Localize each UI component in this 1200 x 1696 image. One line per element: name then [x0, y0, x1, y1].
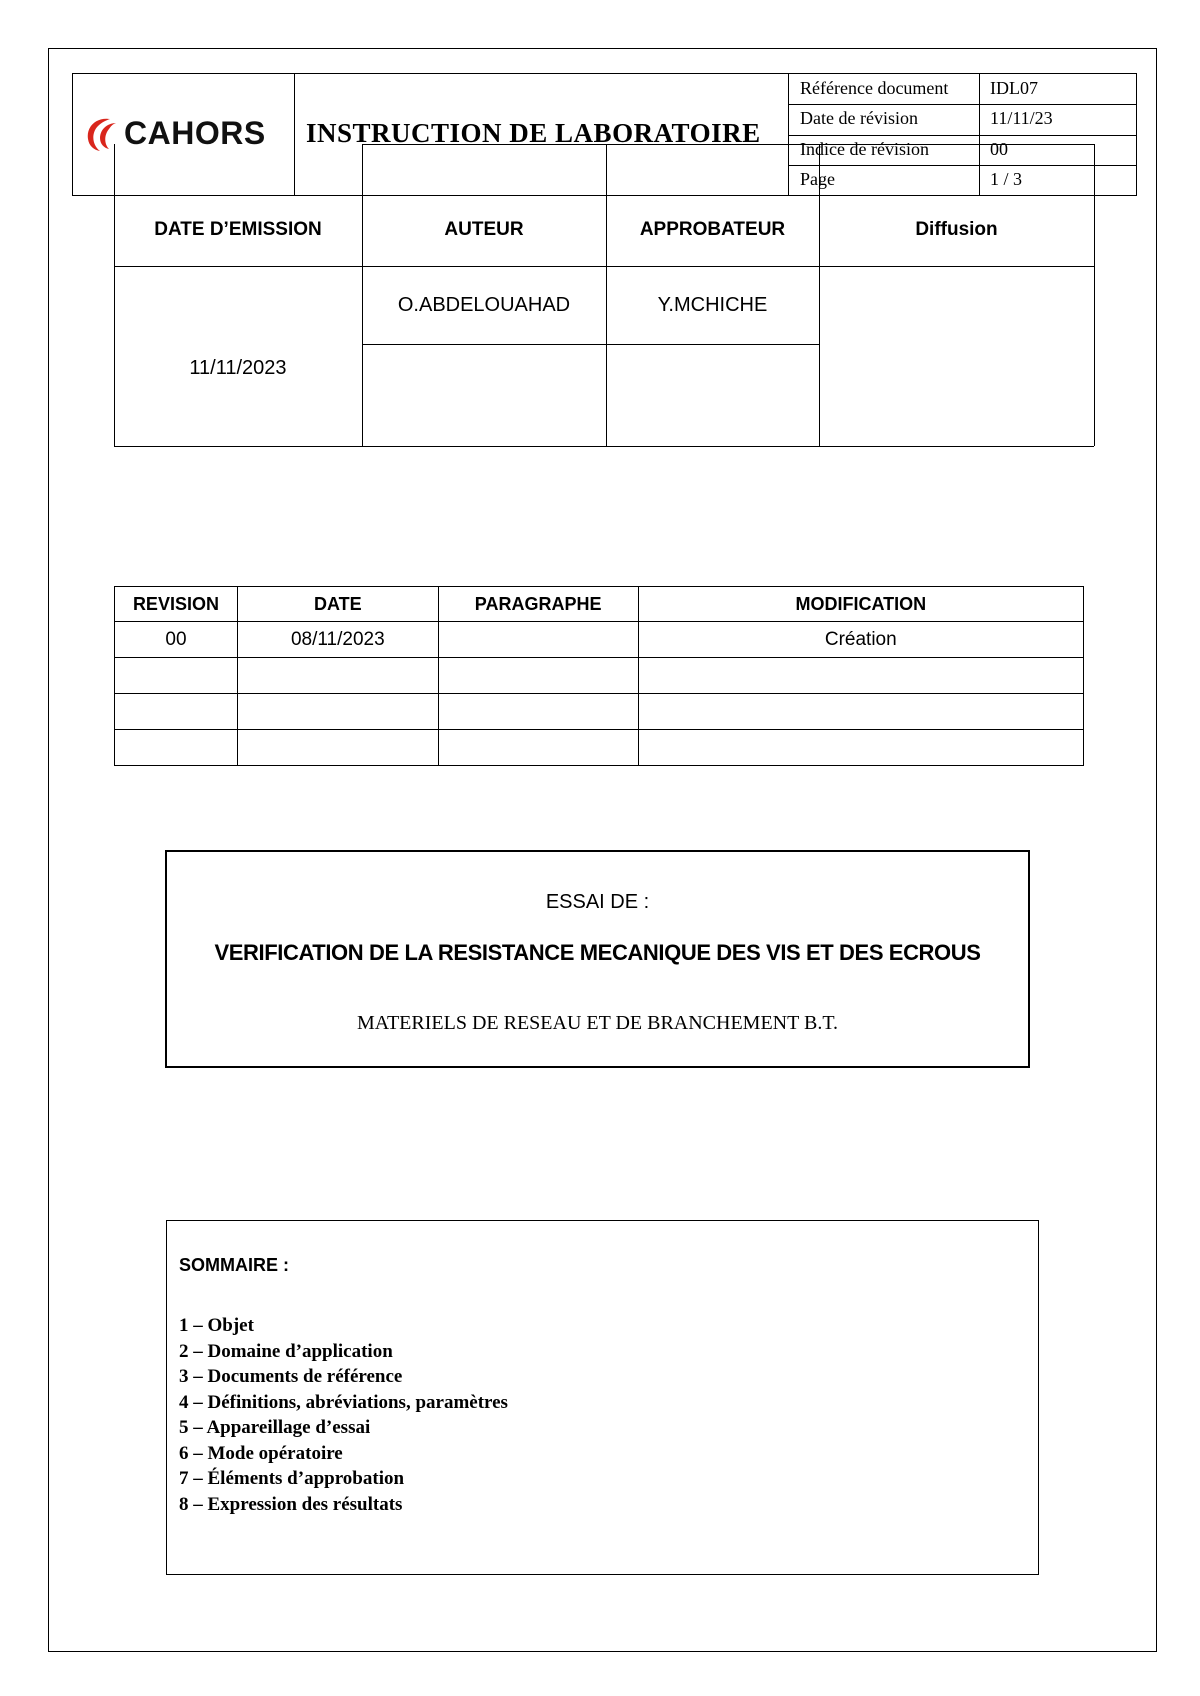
paragraph-cell: [438, 658, 638, 694]
summary-list: [179, 1313, 508, 1517]
logo-text: CAHORS: [124, 114, 266, 151]
modification-cell: [638, 730, 1083, 766]
revision-cell: [115, 730, 238, 766]
approval-header-date: DATE D’EMISSION: [154, 219, 322, 240]
approval-header-diffusion: Diffusion: [915, 219, 998, 240]
list-item: 4 – Définitions, abréviations, paramètres: [179, 1391, 508, 1413]
ref-label-document: Référence document: [800, 78, 949, 98]
ref-value-revision-index: 00: [990, 139, 1008, 159]
table-row: [115, 730, 1084, 766]
list-item: 5 – Appareillage d’essai: [179, 1417, 371, 1438]
table-row: [115, 694, 1084, 730]
list-item: 3 – Documents de référence: [179, 1366, 403, 1387]
approval-header-author: AUTEUR: [444, 219, 524, 240]
revision-cell: [115, 658, 238, 694]
modification-col-header: MODIFICATION: [638, 587, 1083, 622]
paragraph-cell: [438, 694, 638, 730]
paragraph-cell: [438, 730, 638, 766]
ref-label-revision-date: Date de révision: [800, 108, 918, 128]
approval-author: O.ABDELOUAHAD: [397, 294, 571, 316]
test-subtitle: MATERIELS DE RESEAU ET DE BRANCHEMENT B.T.: [356, 1012, 839, 1034]
table-row: [115, 658, 1084, 694]
approval-date: 11/11/2023: [189, 357, 287, 379]
test-label: ESSAI DE :: [545, 891, 650, 913]
list-item: 1 – Objet: [179, 1315, 254, 1336]
modification-cell: [638, 694, 1083, 730]
modification-cell: [638, 658, 1083, 694]
revision-col-header: REVISION: [115, 587, 238, 622]
test-title: VERIFICATION DE LA RESISTANCE MECANIQUE DES VIS ET DES ECROUS: [214, 940, 981, 965]
list-item: 8 – Expression des résultats: [179, 1493, 403, 1515]
revision-cell: 00: [115, 622, 238, 658]
list-item: 7 – Éléments d’approbation: [179, 1468, 405, 1489]
date-cell: [237, 730, 438, 766]
date-cell: [237, 694, 438, 730]
document-type-title: INSTRUCTION DE LABORATOIRE: [306, 118, 761, 148]
summary-title: SOMMAIRE :: [179, 1255, 289, 1275]
header-left-line: [72, 73, 73, 196]
header-top-line: [72, 73, 788, 74]
paragraph-cell: [438, 622, 638, 658]
approval-approver: Y.MCHICHE: [657, 294, 768, 316]
test-title-box: [165, 850, 1030, 1068]
cahors-logo: [80, 113, 266, 153]
date-col-header: DATE: [237, 587, 438, 622]
ref-value-page: 1 / 3: [990, 169, 1023, 189]
ref-value-revision-date: 11/11/23: [990, 108, 1053, 128]
revision-header-row: [115, 587, 1084, 622]
revision-cell: [115, 694, 238, 730]
ref-value-document: IDL07: [990, 78, 1038, 98]
summary-box: [166, 1220, 1039, 1575]
date-cell: 08/11/2023: [237, 622, 438, 658]
modification-cell: Création: [638, 622, 1083, 658]
paragraph-col-header: PARAGRAPHE: [438, 587, 638, 622]
list-item: 2 – Domaine d’application: [179, 1340, 393, 1362]
header-logo-divider: [294, 73, 295, 196]
list-item: 6 – Mode opératoire: [179, 1442, 343, 1464]
ref-label-page: Page: [800, 169, 835, 189]
date-cell: [237, 658, 438, 694]
table-row: [115, 622, 1084, 658]
approval-header-approver: APPROBATEUR: [639, 219, 786, 240]
revision-table: [114, 586, 1084, 766]
ref-label-revision-index: Indice de révision: [800, 139, 929, 159]
